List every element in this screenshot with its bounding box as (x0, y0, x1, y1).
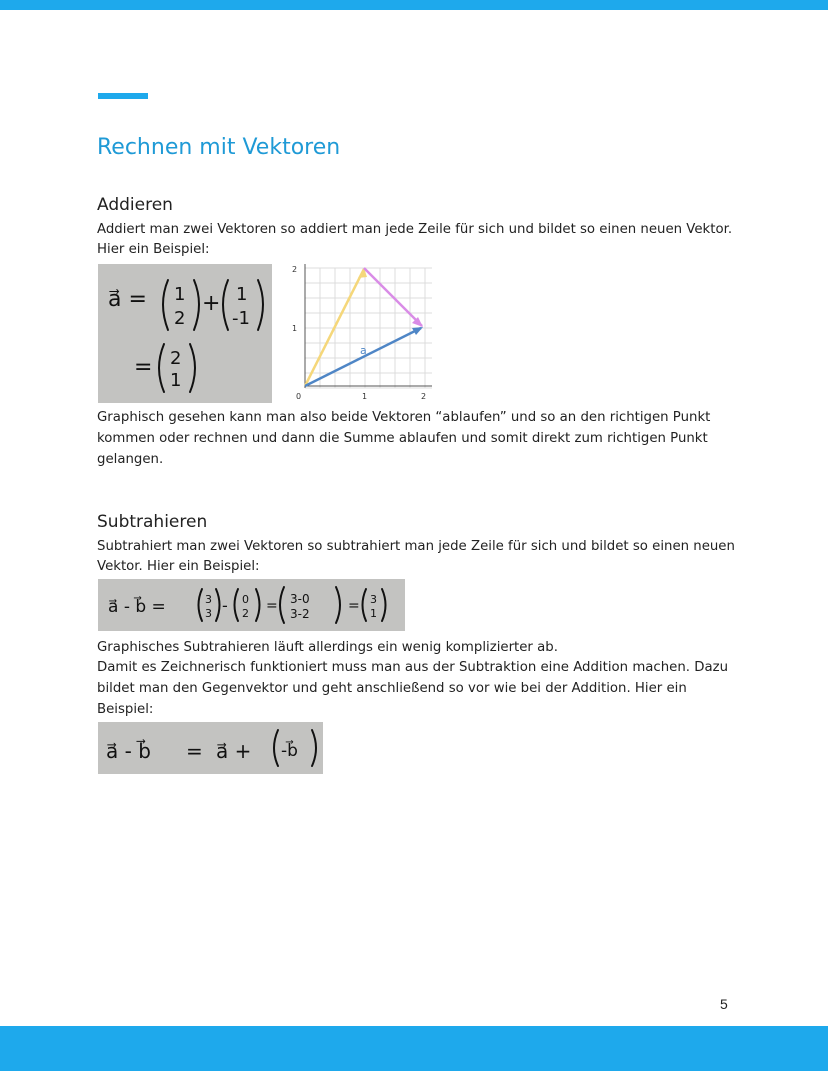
middle-top: 3-0 (290, 592, 310, 606)
v1-bottom: 2 (174, 308, 186, 329)
v1-bottom: 3 (205, 607, 212, 620)
gegenvektor-lhs: a⃗ - b⃗ (106, 739, 151, 763)
addieren-after-line2: kommen oder rechnen und dann die Summe ablaufen und somit direkt zum richtigen Punkt (97, 431, 708, 446)
bracket-right (256, 589, 260, 621)
bracket-left (163, 280, 168, 330)
bracket-right (194, 280, 199, 330)
vector-2-arrow (364, 268, 422, 326)
gegenvektor-rhs: a⃗ + (216, 739, 252, 763)
bracket-right (190, 344, 195, 392)
equals-sign: = (348, 598, 360, 614)
negated-vector: -b⃗ (281, 741, 298, 761)
bracket-left (280, 587, 284, 623)
bracket-left (363, 589, 367, 621)
v2-bottom: 2 (242, 607, 249, 620)
result-bottom: 1 (170, 370, 182, 391)
bracket-left (274, 730, 278, 766)
subtrahieren-after-line2: Damit es Zeichnerisch funktioniert muss man aus der Subtraktion eine Addition machen. Dazu (97, 660, 729, 675)
bottom-color-band (0, 1026, 828, 1071)
bracket-left (159, 344, 164, 392)
y-tick-1: 1 (292, 324, 298, 333)
bracket-right (216, 589, 220, 621)
page-title: Rechnen mit Vektoren (97, 135, 341, 160)
addition-lhs: a⃗ = (108, 287, 147, 312)
v2-top: 1 (236, 284, 248, 305)
addieren-intro-line2: Hier ein Beispiel: (97, 242, 210, 257)
handwritten-gegenvektor-photo (98, 722, 323, 774)
result-top: 2 (170, 348, 182, 369)
bracket-right (336, 587, 340, 623)
addieren-after-line1: Graphisch gesehen kann man also beide Vektoren “ablaufen” und so an den richtigen Punkt (97, 410, 711, 425)
middle-bottom: 3-2 (290, 607, 310, 621)
v2-bottom: -1 (232, 308, 250, 329)
heading-addieren: Addieren (97, 195, 173, 215)
top-color-band (0, 0, 828, 10)
plus-sign: + (202, 291, 221, 316)
addieren-after-line3: gelangen. (97, 452, 164, 467)
x-tick-1: 1 (362, 392, 368, 401)
v1-top: 1 (174, 284, 186, 305)
sum-vector-label: a (360, 344, 367, 357)
x-tick-2: 2 (421, 392, 427, 401)
y-tick-2: 2 (292, 265, 298, 274)
v2-top: 0 (242, 593, 249, 606)
addieren-intro-line1: Addiert man zwei Vektoren so addiert man jede Zeile für sich und bildet so einen neuen Vektor. (97, 222, 733, 237)
page-number: 5 (720, 996, 728, 1012)
subtrahieren-intro-line2: Vektor. Hier ein Beispiel: (97, 559, 260, 574)
equals-sign: = (186, 739, 203, 763)
minus-sign: - (222, 596, 228, 615)
handwritten-subtraction-photo (98, 579, 405, 631)
bracket-left (199, 589, 203, 621)
result-top: 3 (370, 593, 377, 606)
bracket-right (258, 280, 263, 330)
bracket-left (223, 280, 228, 330)
heading-subtrahieren: Subtrahieren (97, 512, 208, 532)
equals-sign: = (134, 355, 153, 380)
accent-bar (98, 93, 148, 99)
x-tick-0: 0 (296, 392, 302, 401)
equals-sign: = (266, 598, 278, 614)
v1-top: 3 (205, 593, 212, 606)
handwritten-addition-photo (98, 264, 272, 403)
subtrahieren-after-line3: bildet man den Gegenvektor und geht anschließend so vor wie bei der Addition. Hier ein (97, 681, 687, 696)
subtrahieren-intro-line1: Subtrahiert man zwei Vektoren so subtrahiert man jede Zeile für sich und bildet so einen neuen (97, 539, 735, 554)
subtrahieren-after-line1: Graphisches Subtrahieren läuft allerdings ein wenig komplizierter ab. (97, 640, 558, 655)
result-bottom: 1 (370, 607, 377, 620)
subtrahieren-after-line4: Beispiel: (97, 702, 154, 717)
bracket-left (235, 589, 239, 621)
bracket-right (312, 730, 316, 766)
bracket-right (382, 589, 386, 621)
subtraction-lhs: a⃗ - b⃗ = (108, 597, 166, 617)
vector-addition-graph (276, 262, 436, 402)
sum-vector-arrow (305, 328, 421, 386)
